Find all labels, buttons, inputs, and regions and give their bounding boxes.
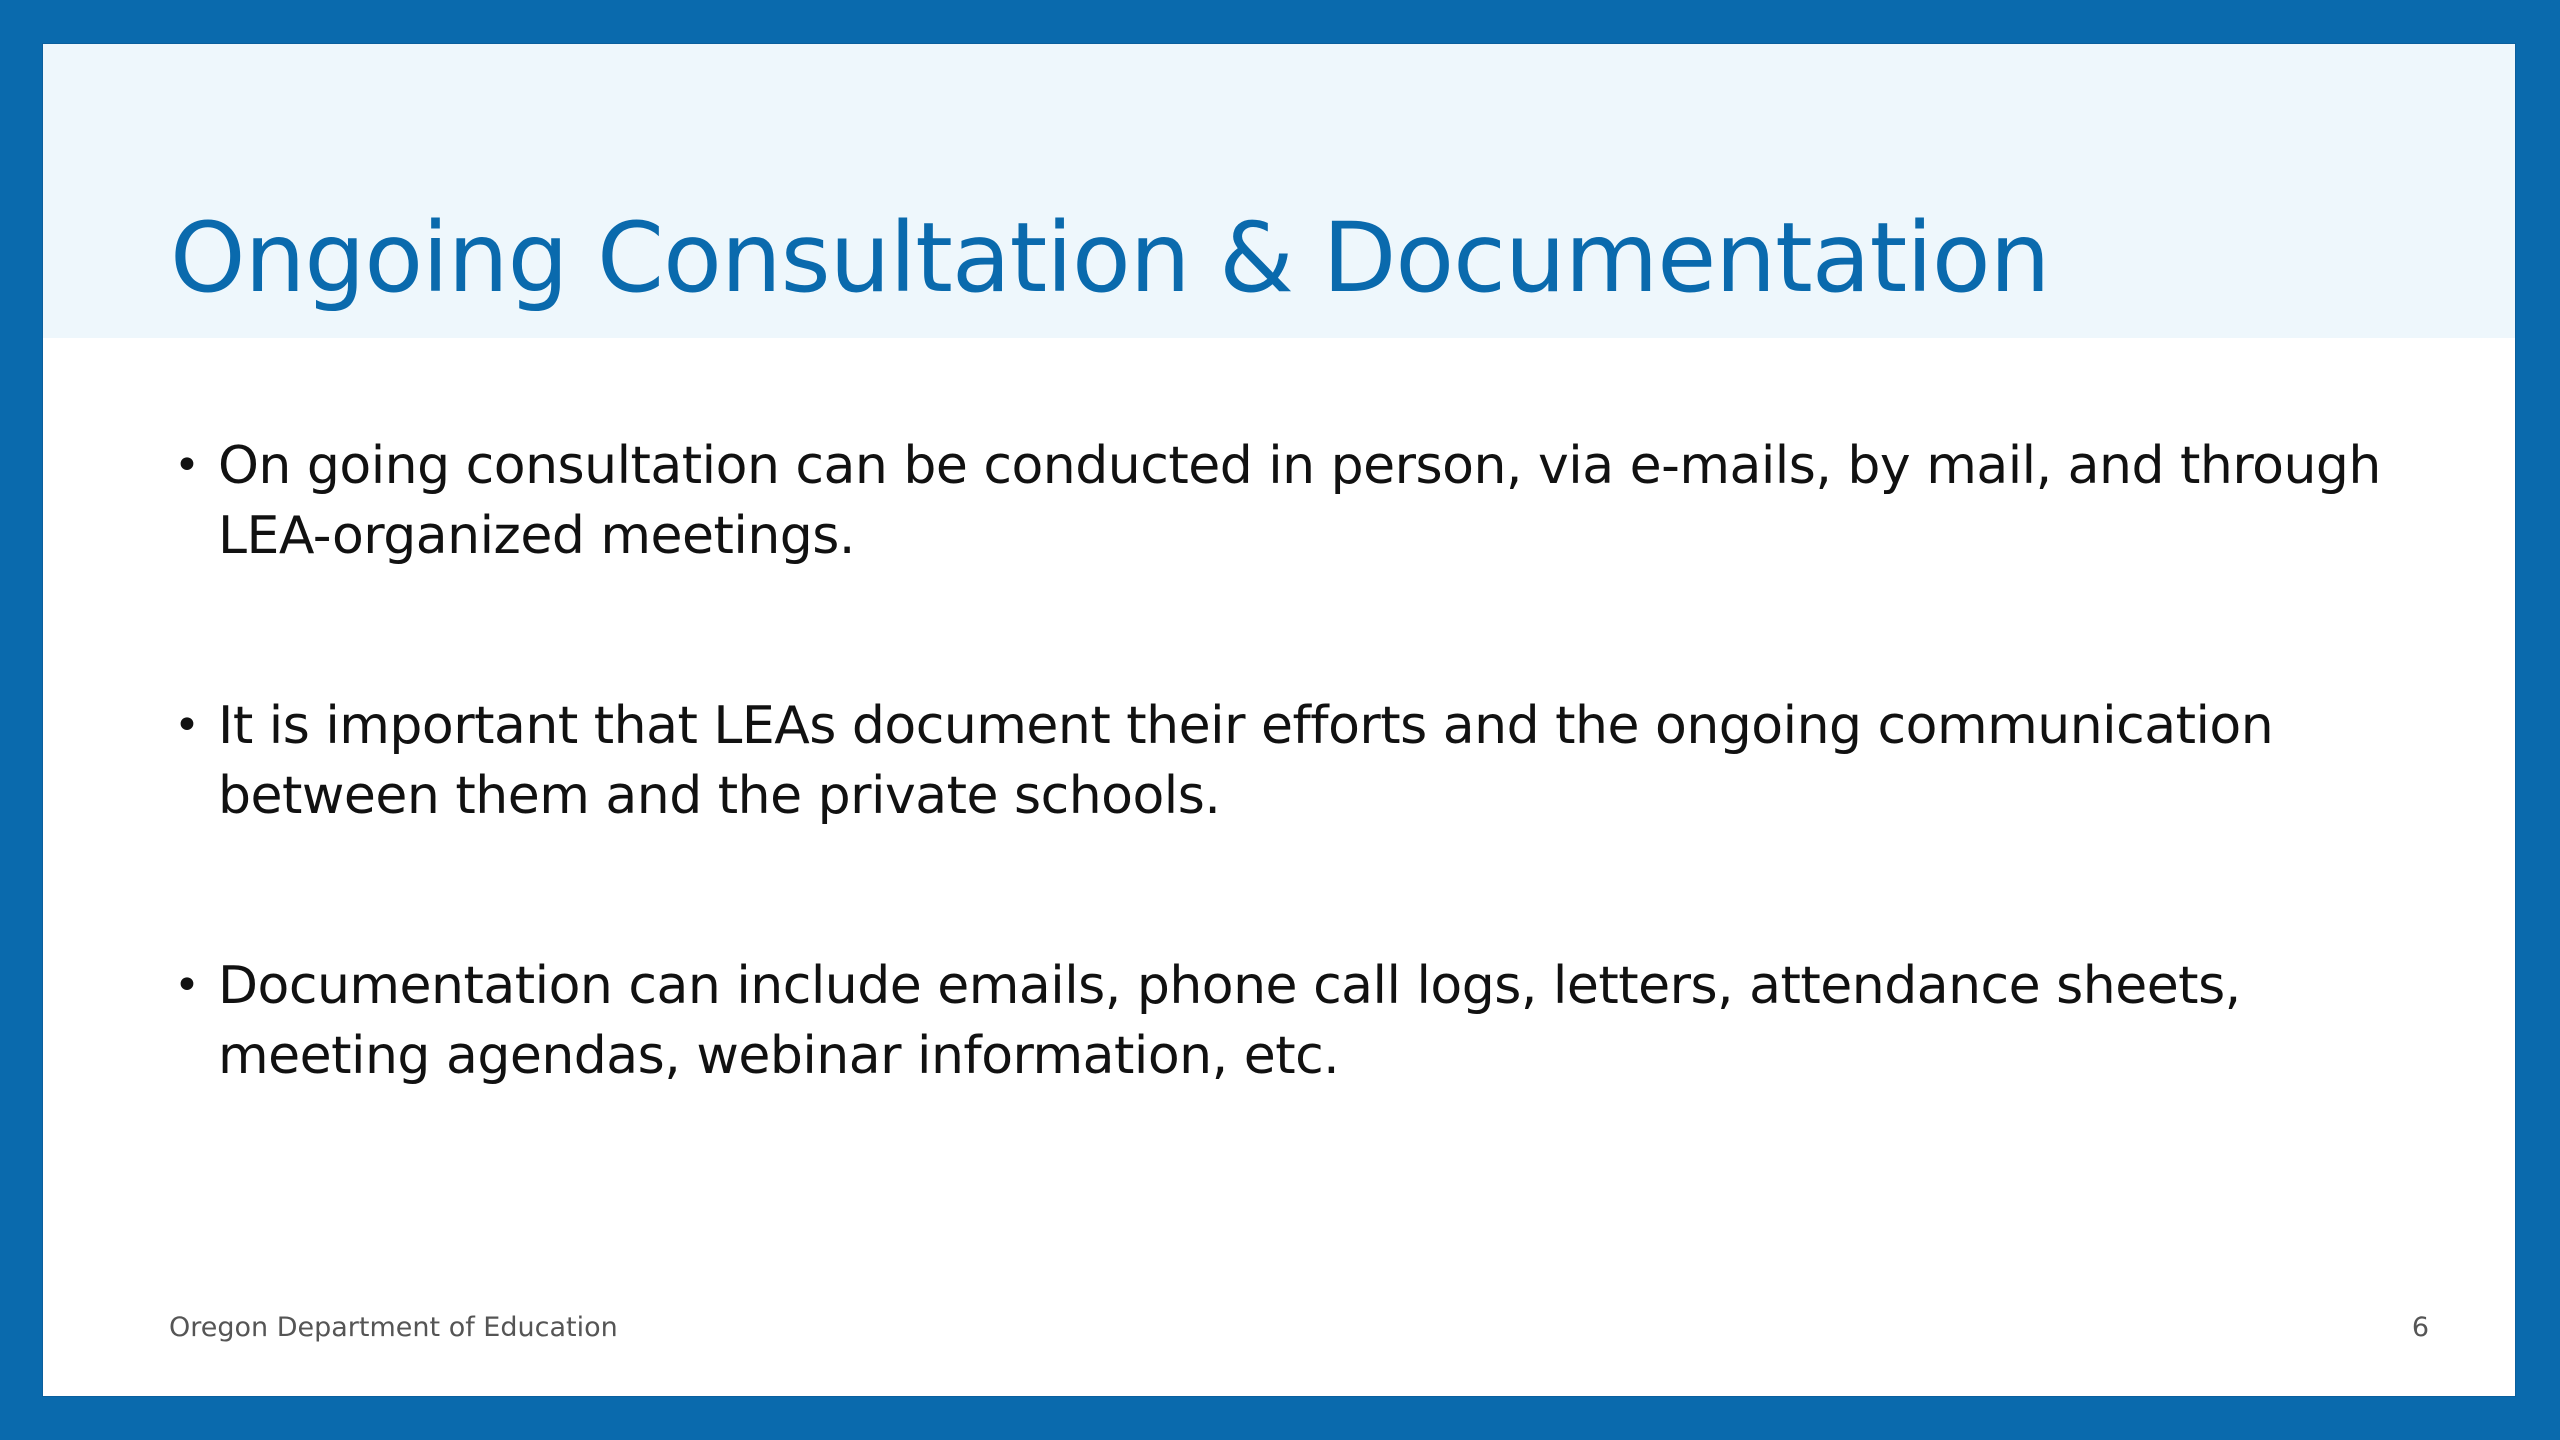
bullet-list: [170, 431, 2450, 1091]
slide: [43, 44, 2515, 1396]
bullet-text: Documentation can include emails, phone call logs, letters, attendance sheets, meeting agendas, webinar information, etc.: [218, 956, 2241, 1086]
bullet-text: On going consultation can be conducted in person, via e-mails, by mail, and through LEA-organized meetings.: [218, 436, 2381, 566]
bullet-icon: •: [174, 440, 200, 491]
bullet-text: It is important that LEAs document their efforts and the ongoing communication between them and the private schools.: [218, 696, 2274, 826]
footer-organization: Oregon Department of Education: [169, 1312, 618, 1343]
bullet-item: [170, 951, 2450, 1091]
bullet-item: [170, 431, 2450, 571]
bullet-item: [170, 691, 2450, 831]
footer-page-number: 6: [2411, 1312, 2429, 1343]
bullet-icon: •: [174, 700, 200, 751]
bullet-icon: •: [174, 960, 200, 1011]
slide-title: Ongoing Consultation & Documentation: [170, 202, 2050, 314]
